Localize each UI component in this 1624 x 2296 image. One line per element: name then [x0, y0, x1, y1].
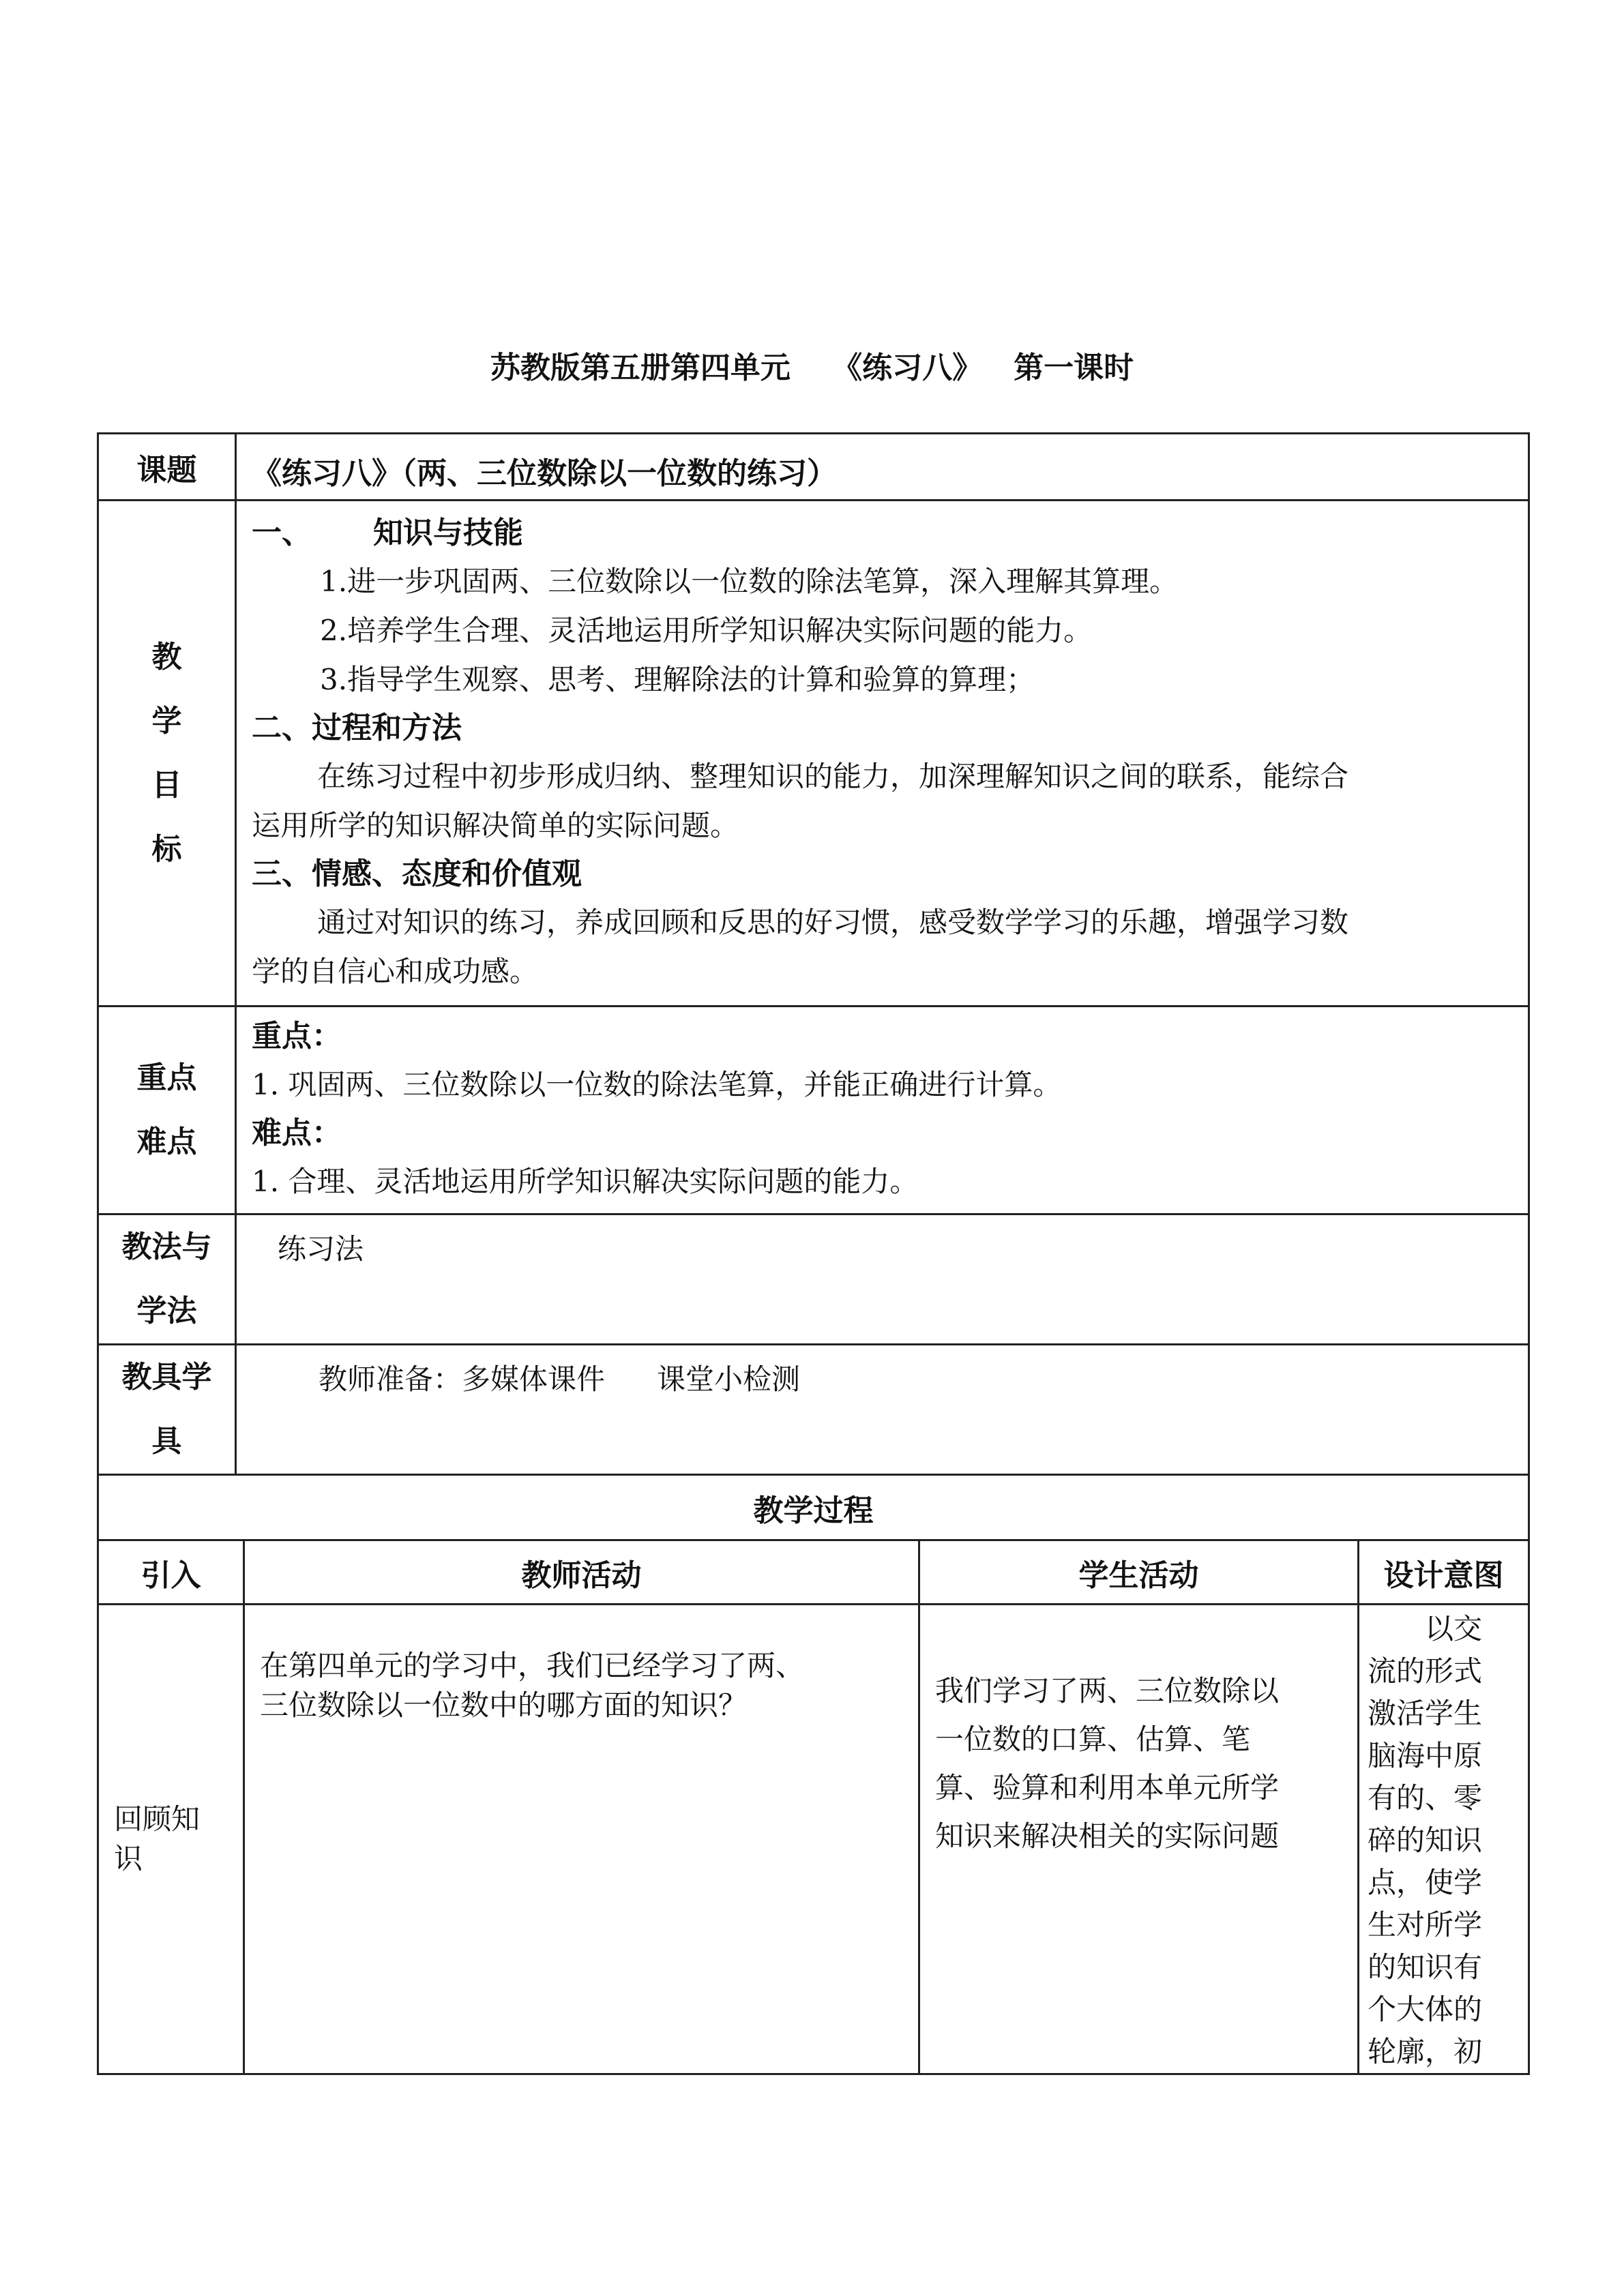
methods-label-line: 教法与 [121, 1229, 212, 1264]
section1-heading [252, 509, 1513, 557]
section2-text-line: 运用所学的知识解决简单的实际问题。 [252, 809, 739, 842]
topic-label-cell [98, 434, 236, 501]
column-header [919, 1540, 1359, 1605]
key-points-label-line: 难点 [136, 1124, 197, 1159]
objectives-label-char: 标 [151, 831, 182, 867]
column-header-text: 引入 [141, 1557, 201, 1593]
objective-item: 1.进一步巩固两、三位数除以一位数的除法笔算，深入理解其算理。 [320, 565, 1179, 598]
methods-row [98, 1214, 1529, 1345]
objectives-label-char: 目 [151, 767, 182, 803]
design-intent-line: 碎的知识 [1368, 1823, 1483, 1857]
design-intent-line: 以交 [1425, 1612, 1483, 1645]
design-intent-line: 生对所学 [1368, 1908, 1483, 1941]
methods-value: 练习法 [278, 1232, 364, 1266]
methods-label-line: 学法 [136, 1294, 197, 1328]
stage-label-line: 回顾知 [114, 1802, 201, 1836]
tools-label-cell [98, 1345, 236, 1475]
methods-label-cell [98, 1214, 236, 1345]
objectives-label-cell [98, 501, 236, 1007]
tools-value-cell [236, 1345, 1529, 1475]
column-header-text: 设计意图 [1383, 1557, 1504, 1593]
tools-row [98, 1345, 1529, 1475]
process-header-row [98, 1540, 1529, 1605]
column-header-text: 学生活动 [1078, 1557, 1199, 1593]
section1-heading-text: 知识与技能 [373, 516, 523, 550]
process-heading: 教学过程 [753, 1493, 874, 1528]
key-points-content-cell [236, 1007, 1529, 1214]
key-points-label-cell [98, 1007, 236, 1214]
methods-value-cell [236, 1214, 1529, 1345]
tools-label-line: 具 [151, 1424, 182, 1459]
objective-item: 3.指导学生观察、思考、理解除法的计算和验算的算理； [320, 663, 1035, 696]
design-intent-line: 激活学生 [1368, 1697, 1483, 1730]
teacher-activity-line: 三位数除以一位数中的哪方面的知识？ [260, 1688, 748, 1722]
objectives-label-char: 学 [151, 703, 182, 739]
column-header [1359, 1540, 1529, 1605]
design-intent-line: 脑海中原 [1368, 1739, 1483, 1772]
teacher-activity-cell [244, 1605, 919, 2074]
student-activity-line: 知识来解决相关的实际问题 [935, 1819, 1280, 1853]
student-activity-line: 算、验算和利用本单元所学 [935, 1771, 1280, 1804]
key-points-label-line: 重点 [136, 1060, 197, 1095]
lesson-plan-table [97, 432, 1530, 2075]
process-row [98, 1605, 1529, 2074]
section2-heading: 二、过程和方法 [252, 711, 462, 745]
section2-text-line: 在练习过程中初步形成归纳、整理知识的能力，加深理解知识之间的联系，能综合 [317, 760, 1349, 793]
column-header [244, 1540, 919, 1605]
topic-label: 课题 [136, 452, 197, 488]
objectives-label-char: 教 [151, 639, 182, 674]
stage-cell [98, 1605, 244, 2074]
design-intent-line: 个大体的 [1368, 1993, 1483, 2026]
tools-value-part: 课堂小检测 [657, 1362, 801, 1396]
difficulty-item: 1. 合理、灵活地运用所学知识解决实际问题的能力。 [252, 1165, 919, 1198]
design-intent-line: 点，使学 [1368, 1866, 1483, 1899]
key-points-row [98, 1007, 1529, 1214]
process-heading-row [98, 1475, 1529, 1540]
page-title: 苏教版第五册第四单元 《练习八》 第一课时 [490, 351, 1134, 385]
teacher-activity-line: 在第四单元的学习中，我们已经学习了两、 [260, 1649, 805, 1682]
topic-row [98, 434, 1529, 501]
column-header-text: 教师活动 [521, 1557, 642, 1593]
design-intent-line: 流的形式 [1368, 1654, 1483, 1688]
difficulty-heading: 难点： [252, 1116, 342, 1150]
key-item: 1. 巩固两、三位数除以一位数的除法笔算，并能正确进行计算。 [252, 1068, 1062, 1101]
objectives-row [98, 501, 1529, 1007]
section3-text-line: 学的自信心和成功感。 [252, 955, 539, 988]
design-intent-line: 轮廓，初 [1368, 2035, 1483, 2068]
section3-text-line: 通过对知识的练习，养成回顾和反思的好习惯，感受数学学习的乐趣，增强学习数 [317, 906, 1349, 939]
design-intent-line: 的知识有 [1368, 1950, 1483, 1984]
topic-value: 《练习八》（两、三位数除以一位数的练习） [252, 456, 837, 491]
section3-heading: 三、情感、态度和价值观 [252, 856, 582, 891]
topic-value-cell [236, 434, 1529, 501]
student-activity-line: 我们学习了两、三位数除以 [935, 1674, 1280, 1708]
design-intent-cell [1359, 1605, 1529, 2074]
stage-label-line: 识 [114, 1842, 143, 1875]
section1-heading-number: 一、 [252, 516, 312, 550]
design-intent-line: 有的、零 [1368, 1781, 1483, 1815]
objectives-content-cell [236, 501, 1529, 1007]
student-activity-line: 一位数的口算、估算、笔 [935, 1723, 1251, 1756]
tools-label-line: 教具学 [121, 1360, 212, 1395]
objective-item: 2.培养学生合理、灵活地运用所学知识解决实际问题的能力。 [320, 614, 1093, 647]
student-activity-cell [919, 1605, 1359, 2074]
tools-value-part: 教师准备：多媒体课件 [319, 1362, 606, 1396]
column-header [98, 1540, 244, 1605]
key-heading: 重点： [252, 1019, 342, 1054]
process-heading-cell [98, 1475, 1529, 1540]
